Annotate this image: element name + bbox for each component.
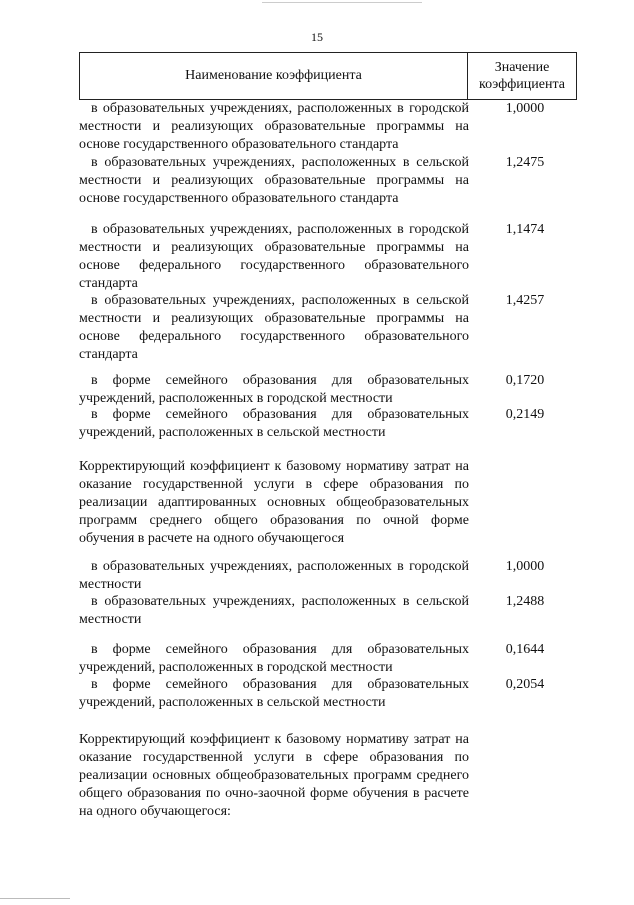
row-name: в образовательных учреждениях, расположенных в городской местности и реализующих образовательные программы на основе федерального государственного образовательного стандарта [79,222,469,291]
row-value: 1,1474 [505,222,545,237]
table-row [79,100,577,154]
bottom-scan-rule [0,898,70,899]
top-scan-rule [262,2,422,3]
row-name: в образовательных учреждениях, расположенных в сельской местности [79,594,469,627]
row-name: в образовательных учреждениях, расположенных в городской местности [79,559,469,592]
row-value: 1,2475 [505,155,545,170]
table-header [79,52,577,100]
row-value: 1,0000 [505,101,545,116]
header-coefficient-name: Наименование коэффициента [80,53,468,99]
row-value [469,731,577,821]
row-name: в форме семейного образования для образовательных учреждений, расположенных в городской местности [79,642,469,675]
table-row [79,372,577,408]
row-value: 0,2149 [505,407,545,422]
row-name: в форме семейного образования для образовательных учреждений, расположенных в сельской местности [79,407,469,440]
row-name: Корректирующий коэффициент к базовому нормативу затрат на оказание государственной услуги в сфере образования по реализации адаптированных основных общеобразовательных программ среднего общего образования по очной форме обучения в расчете на одного обучающегося [79,459,469,546]
row-name: в форме семейного образования для образовательных учреждений, расположенных в сельской местности [79,677,469,710]
row-name: в образовательных учреждениях, расположенных в сельской местности и реализующих образовательные программы на основе федерального государственного образовательного стандарта [79,293,469,362]
row-value [469,458,577,548]
header-coefficient-value: Значение коэффициента [479,60,565,92]
table-row [79,558,577,594]
table-row [79,458,577,548]
table-row [79,406,577,442]
row-name: в форме семейного образования для образовательных учреждений, расположенных в городской местности [79,373,469,406]
row-name: в образовательных учреждениях, расположенных в сельской местности и реализующих образовательные программы на основе государственного образовательного стандарта [79,155,469,206]
table-row [79,676,577,712]
table-row [79,593,577,629]
table-row [79,154,577,208]
row-value: 1,4257 [505,293,545,308]
page-number: 15 [311,30,323,44]
row-name: в образовательных учреждениях, расположенных в городской местности и реализующих образовательные программы на основе государственного образовательного стандарта [79,101,469,152]
table-row [79,731,577,821]
row-value: 1,2488 [505,594,545,609]
row-value: 0,2054 [505,677,545,692]
table-row [79,292,577,364]
row-value: 0,1720 [505,373,545,388]
row-value: 0,1644 [505,642,545,657]
row-value: 1,0000 [505,559,545,574]
row-name: Корректирующий коэффициент к базовому нормативу затрат на оказание государственной услуги в сфере образования по реализации основных общеобразовательных программ среднего общего образования по очно-заочной форме обучения в расчете на одного обучающегося: [79,732,469,819]
table-row [79,221,577,293]
table-row [79,641,577,677]
